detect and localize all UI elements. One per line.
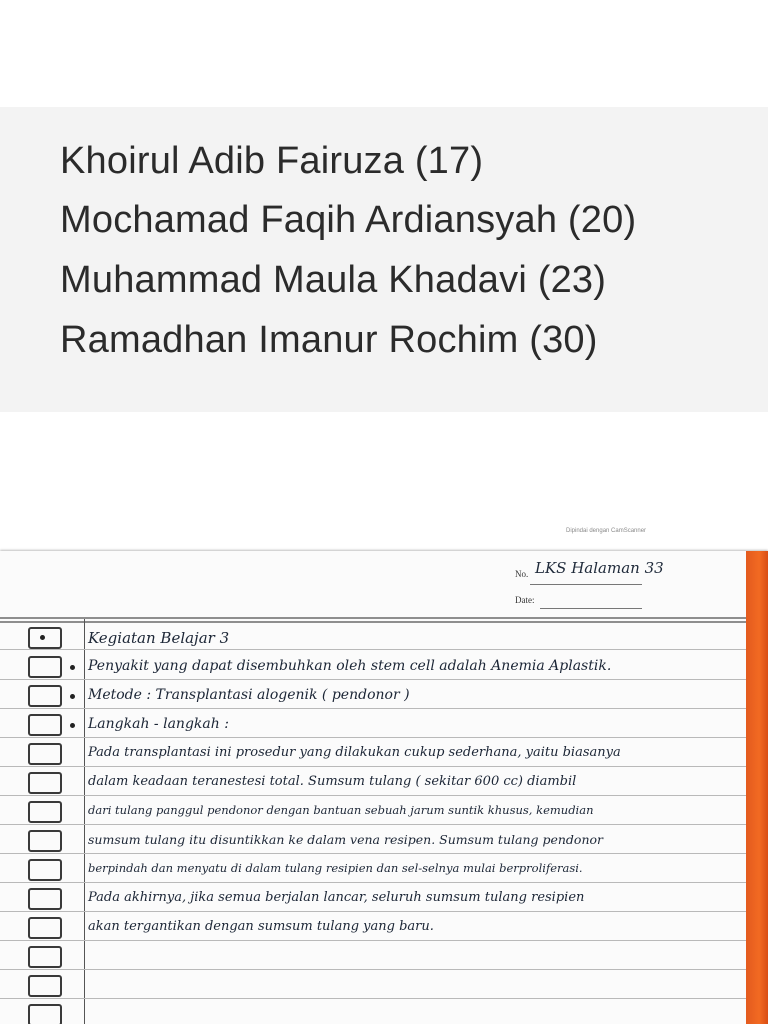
top-rule	[0, 621, 746, 623]
ruled-line	[0, 649, 746, 650]
handwritten-line: berpindah dan menyatu di dalam tulang resipien dan sel-selnya mulai berproliferasi.	[88, 861, 583, 875]
scan-credit: Dipindai dengan CamScanner	[566, 528, 647, 534]
handwritten-line: Pada transplantasi ini prosedur yang dilakukan cukup sederhana, yaitu biasanya	[88, 745, 621, 760]
handwritten-line: Langkah - langkah :	[88, 716, 229, 732]
ruled-line	[0, 853, 746, 854]
checkbox[interactable]	[28, 772, 62, 794]
checkbox[interactable]	[28, 743, 62, 765]
checkbox[interactable]	[28, 830, 62, 852]
checkbox[interactable]	[28, 801, 62, 823]
handwritten-line: dalam keadaan teranestesi total. Sumsum tulang ( sekitar 600 cc) diambil	[88, 774, 577, 789]
checkbox[interactable]	[28, 917, 62, 939]
handwritten-line: Pada akhirnya, jika semua berjalan lancar, seluruh sumsum tulang resipien	[88, 890, 585, 905]
checkbox[interactable]	[28, 859, 62, 881]
ruled-line	[0, 824, 746, 825]
ruled-line	[0, 940, 746, 941]
ruled-line	[0, 911, 746, 912]
handwritten-line: Metode : Transplantasi alogenik ( pendonor )	[88, 687, 410, 703]
bullet-dot	[40, 635, 45, 640]
ruled-line	[0, 708, 746, 709]
student-name: Khoirul Adib Fairuza (17)	[60, 140, 484, 182]
handwritten-line: sumsum tulang itu disuntikkan ke dalam vena resipen. Sumsum tulang pendonor	[88, 832, 603, 847]
ruled-line	[0, 969, 746, 970]
checkbox[interactable]	[28, 714, 62, 736]
bullet-dot	[70, 694, 75, 699]
header-line	[540, 608, 642, 609]
ruled-line	[0, 766, 746, 767]
header-line	[530, 584, 642, 585]
ruled-line	[0, 737, 746, 738]
checkbox[interactable]	[28, 1004, 62, 1024]
student-name: Mochamad Faqih Ardiansyah (20)	[60, 199, 637, 241]
handwritten-line: Kegiatan Belajar 3	[88, 629, 230, 647]
notebook-cover-edge	[746, 551, 768, 1024]
checkbox[interactable]	[28, 888, 62, 910]
notebook-page	[0, 551, 768, 1024]
date-label: Date:	[515, 595, 535, 605]
ruled-line	[0, 998, 746, 999]
checkbox[interactable]	[28, 946, 62, 968]
handwritten-line: Penyakit yang dapat disembuhkan oleh stem cell adalah Anemia Aplastik.	[88, 658, 612, 674]
student-name: Ramadhan Imanur Rochim (30)	[60, 319, 598, 361]
checkbox[interactable]	[28, 627, 62, 649]
ruled-line	[0, 679, 746, 680]
checkbox[interactable]	[28, 685, 62, 707]
ruled-line	[0, 795, 746, 796]
bullet-dot	[70, 665, 75, 670]
student-name: Muhammad Maula Khadavi (23)	[60, 259, 607, 301]
top-rule	[0, 617, 746, 619]
handwritten-line: dari tulang panggul pendonor dengan bantuan sebuah jarum suntik khusus, kemudian	[88, 803, 594, 817]
bullet-dot	[70, 723, 75, 728]
ruled-line	[0, 882, 746, 883]
handwritten-line: akan tergantikan dengan sumsum tulang yang baru.	[88, 919, 434, 934]
checkbox[interactable]	[28, 656, 62, 678]
no-label: No.	[515, 569, 529, 579]
names-card	[0, 107, 768, 412]
page-title: LKS Halaman 33	[535, 559, 664, 577]
checkbox[interactable]	[28, 975, 62, 997]
